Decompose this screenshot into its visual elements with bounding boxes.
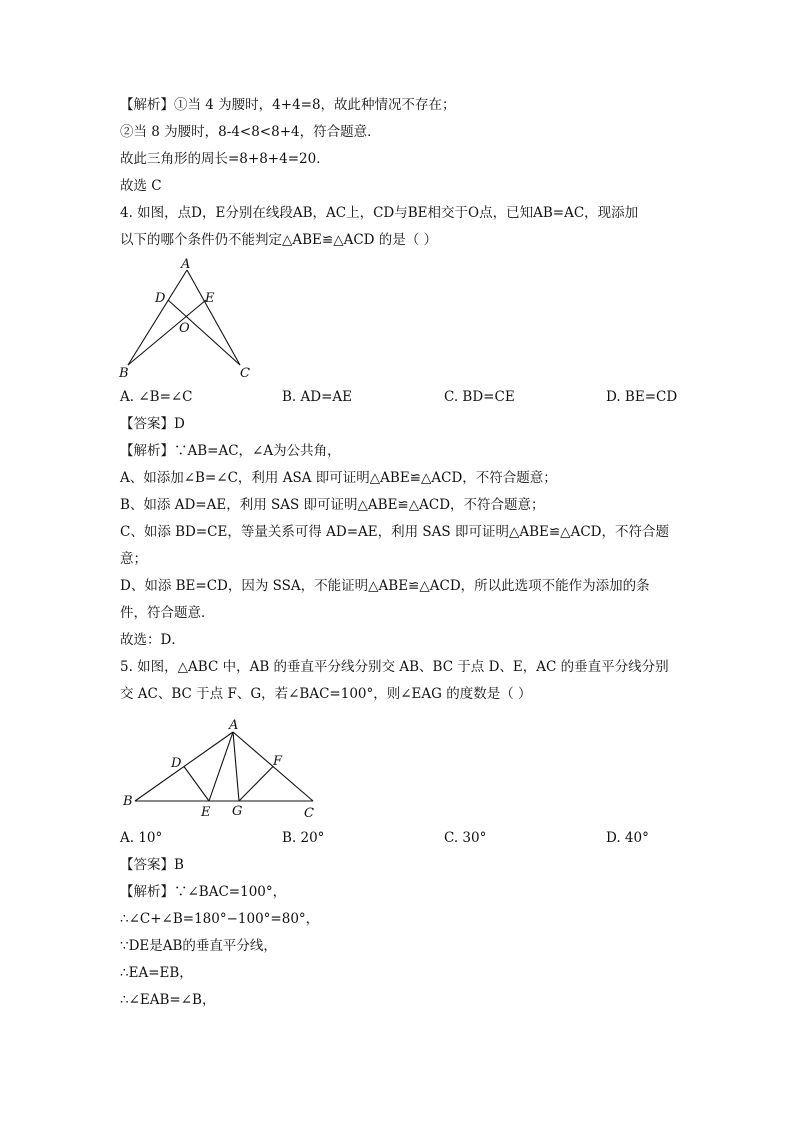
q5-segment-fg [239,767,273,802]
q4-option-c: C. BD=CE [444,389,515,405]
q4-label-d: D [155,291,166,306]
q4-label-c: C [240,366,250,381]
prev-answer-line: 故选 C [120,178,162,194]
q4-option-a: A. ∠B=∠C [120,389,193,405]
q5-solution-line-1: 【解析】∵∠BAC=100°， [120,884,287,900]
q4-stem-line-2: 以下的哪个条件仍不能判定△ABE≌△ACD 的是（ ） [120,232,438,248]
q4-solution-line-6: D、如添 BE=CD，因为 SSA，不能证明△ABE≌△ACD，所以此选项不能作为添加的条 [120,578,650,594]
q4-segment-be [128,300,206,365]
q5-label-f: F [273,754,283,769]
prev-analysis-line-1: 【解析】①当 4 为腰时，4+4=8，故此种情况不存在； [120,97,456,113]
q5-label-e: E [201,805,211,820]
q5-option-d: D. 40° [606,830,649,846]
q4-label-e: E [205,291,215,306]
q4-label-b: B [119,366,129,381]
q4-solution-line-5: 意； [120,551,147,567]
q4-solution-line-7: 件，符合题意． [120,605,215,621]
q5-stem-line-1: 5. 如图，△ABC 中，AB 的垂直平分线分别交 AB、BC 于点 D、E，AC 的垂直平分线分别 [120,659,669,675]
q4-option-d: D. BE=CD [606,389,678,405]
q5-solution-line-3: ∵DE是AB的垂直平分线， [120,938,277,954]
q5-stem-line-2: 交 AC、BC 于点 F、G，若∠BAC=100°，则∠EAG 的度数是（ ） [120,686,532,702]
q5-label-g: G [232,804,243,819]
q5-segment-de [184,767,209,802]
q5-label-c: C [304,806,314,821]
q4-segment-ab [128,270,187,365]
q5-solution-line-5: ∴∠EAB=∠B， [120,992,216,1008]
q5-option-b: B. 20° [282,830,325,846]
q4-label-a: A [181,257,191,272]
q4-segment-ac [187,270,240,365]
q5-segment-ae [209,732,233,801]
q5-segment-ag [233,732,239,801]
q4-label-o: O [179,321,190,336]
q4-option-b: B. AD=AE [282,389,352,405]
q5-solution-line-4: ∴EA=EB， [120,965,193,981]
q5-label-b: B [123,794,133,809]
prev-analysis-line-3: 故此三角形的周长=8+8+4=20． [120,151,330,167]
q5-solution-line-2: ∴∠C+∠B=180°−100°=80°， [120,911,320,927]
q4-solution-line-3: B、如添 AD=AE，利用 SAS 即可证明△ABE≌△ACD，不符合题意； [120,497,545,513]
q5-answer: 【答案】B [120,857,184,873]
q5-label-d: D [171,756,182,771]
prev-analysis-line-2: ②当 8 为腰时，8-4<8<8+4，符合题意． [120,124,381,140]
q4-answer: 【答案】D [120,416,185,432]
q5-label-a: A [229,718,239,733]
q4-solution-line-4: C、如添 BD=CE，等量关系可得 AD=AE，利用 SAS 即可证明△ABE≌△ACD，不符合题 [120,524,669,540]
q4-solution-line-2: A、如添加∠B=∠C，利用 ASA 即可证明△ABE≌△ACD，不符合题意； [120,470,557,486]
q4-figure [110,255,270,385]
q5-figure [115,712,325,822]
q4-solution-line-1: 【解析】∵AB=AC，∠A为公共角， [120,443,341,459]
q5-option-a: A. 10° [120,830,163,846]
q5-option-c: C. 30° [444,830,487,846]
q4-solution-line-8: 故选：D． [120,632,185,648]
q4-stem-line-1: 4. 如图，点D，E分别在线段AB，AC上，CD与BE相交于O点，已知AB=AC，现添加 [120,205,639,221]
